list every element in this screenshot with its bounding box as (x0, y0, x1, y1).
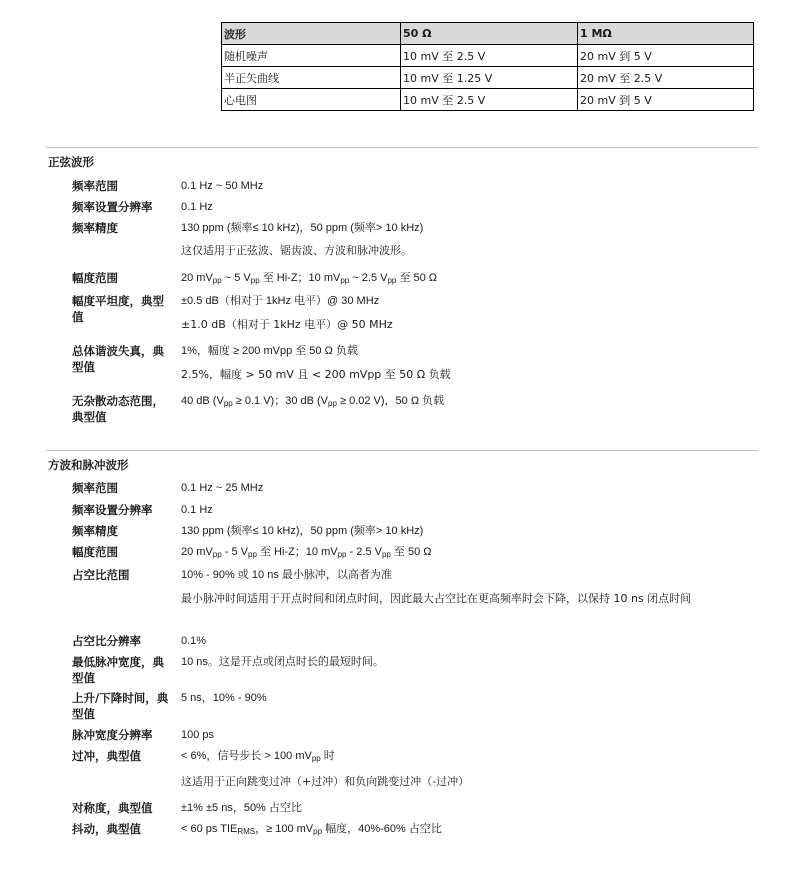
spec-value: 1%，幅度 ≥ 200 mVpp 至 50 Ω 负载 (181, 345, 358, 357)
spec-label: 频率精度 (72, 221, 118, 235)
spec-value: 0.1% (181, 635, 207, 647)
table-cell: 20 mV 到 5 V (578, 45, 754, 67)
spec-value: 2.5%，幅度 > 50 mV 且 < 200 mVpp 至 50 Ω 负载 (181, 368, 451, 381)
spec-label: 幅度范围 (72, 545, 118, 559)
spec-label: 脉冲宽度分辨率 (72, 728, 153, 742)
spec-label: 占空比分辨率 (72, 634, 141, 648)
spec-label: 最低脉冲宽度，典型值 (72, 655, 164, 685)
spec-label: 抖动，典型值 (72, 822, 141, 836)
table-row (222, 89, 754, 111)
spec-value: 10% - 90% 或 10 ns 最小脉冲，以高者为准 (181, 569, 392, 581)
spec-value: 100 ps (181, 729, 215, 741)
spec-label: 占空比范围 (72, 568, 130, 582)
table-header-cell: 波形 (222, 23, 401, 45)
spec-label: 无杂散动态范围，典型值 (72, 394, 164, 424)
spec-value: 0.1 Hz (181, 201, 213, 213)
spec-note: 这仅适用于正弦波、锯齿波、方波和脉冲波形。 (181, 244, 412, 257)
waveform-amplitude-table (221, 22, 754, 111)
table-cell: 20 mV 至 2.5 V (578, 67, 754, 89)
spec-note: 这适用于正向跳变过冲（+过冲）和负向跳变过冲（-过冲） (181, 775, 470, 788)
spec-label: 频率精度 (72, 524, 118, 538)
spec-value: 0.1 Hz ~ 50 MHz (181, 180, 264, 192)
spec-value: < 6%，信号步长 > 100 $mV_{pp}$ 时 (181, 750, 335, 763)
table-header-row (222, 23, 754, 45)
spec-value: 5 ns，10% - 90% (181, 692, 267, 704)
table-header-cell: 1 MΩ (578, 23, 754, 45)
spec-value: ±0.5 dB（相对于 1kHz 电平）@ 30 MHz (181, 295, 380, 307)
spec-label: 频率设置分辨率 (72, 200, 153, 214)
table-cell: 10 mV 至 2.5 V (401, 89, 578, 111)
spec-label: 上升/下降时间，典型值 (72, 691, 169, 721)
section-divider (46, 147, 758, 148)
spec-value: 10 ns。这是开点或闭点时长的最短时间。 (181, 656, 384, 668)
spec-value: < 60 ps $TIE_{RMS}$，≥ 100 $mV_{pp}$ 幅度，40%-60% 占空比 (181, 823, 442, 836)
table-cell: 10 mV 至 2.5 V (401, 45, 578, 67)
spec-label: 幅度平坦度，典型值 (72, 294, 164, 324)
spec-value: 130 ppm (频率≤ 10 kHz)，50 ppm (频率> 10 kHz) (181, 222, 424, 234)
spec-value: 0.1 Hz (181, 504, 213, 516)
section-title-sine: 正弦波形 (48, 155, 94, 169)
table-row (222, 67, 754, 89)
table-header-cell: 50 Ω (401, 23, 578, 45)
table-cell: 心电图 (222, 89, 401, 111)
section-divider (46, 450, 758, 451)
spec-value: 130 ppm (频率≤ 10 kHz)，50 ppm (频率> 10 kHz) (181, 525, 424, 537)
table-cell: 20 mV 到 5 V (578, 89, 754, 111)
spec-value: ±1.0 dB（相对于 1kHz 电平）@ 50 MHz (181, 318, 393, 331)
spec-label: 频率设置分辨率 (72, 503, 153, 517)
spec-label: 过冲，典型值 (72, 749, 141, 763)
spec-value: 0.1 Hz ~ 25 MHz (181, 482, 264, 494)
table-cell: 随机噪声 (222, 45, 401, 67)
spec-note: 最小脉冲时间适用于开点时间和闭点时间，因此最大占空比在更高频率时会下降，以保持 10 ns 闭点时间 (181, 592, 692, 605)
section-title-square: 方波和脉冲波形 (48, 458, 129, 472)
spec-label: 频率范围 (72, 481, 118, 495)
spec-value: 20 $mV_{pp}$ ~ 5 $V_{pp}$ 至 Hi-Z；10 $mV_{pp}$ ~ 2.5 $V_{pp}$ 至 50 Ω (181, 272, 438, 285)
spec-label: 幅度范围 (72, 271, 118, 285)
table-cell: 半正矢曲线 (222, 67, 401, 89)
table-cell: 10 mV 至 1.25 V (401, 67, 578, 89)
spec-value: 40 dB ($V_{pp} \ge 0.1$ V)；30 dB ($V_{pp} \ge 0.02$ V)，50 Ω 负载 (181, 395, 445, 408)
spec-label: 对称度，典型值 (72, 801, 153, 815)
table-row (222, 45, 754, 67)
spec-label: 总体谐波失真，典型值 (72, 344, 164, 374)
spec-label: 频率范围 (72, 179, 118, 193)
spec-value: ±1% ±5 ns，50% 占空比 (181, 802, 302, 814)
spec-value: 20 $mV_{pp} - 5$ $V_{pp}$ 至 Hi-Z；10 $mV_{pp} - 2.5$ $V_{pp}$ 至 50 Ω (181, 546, 432, 559)
